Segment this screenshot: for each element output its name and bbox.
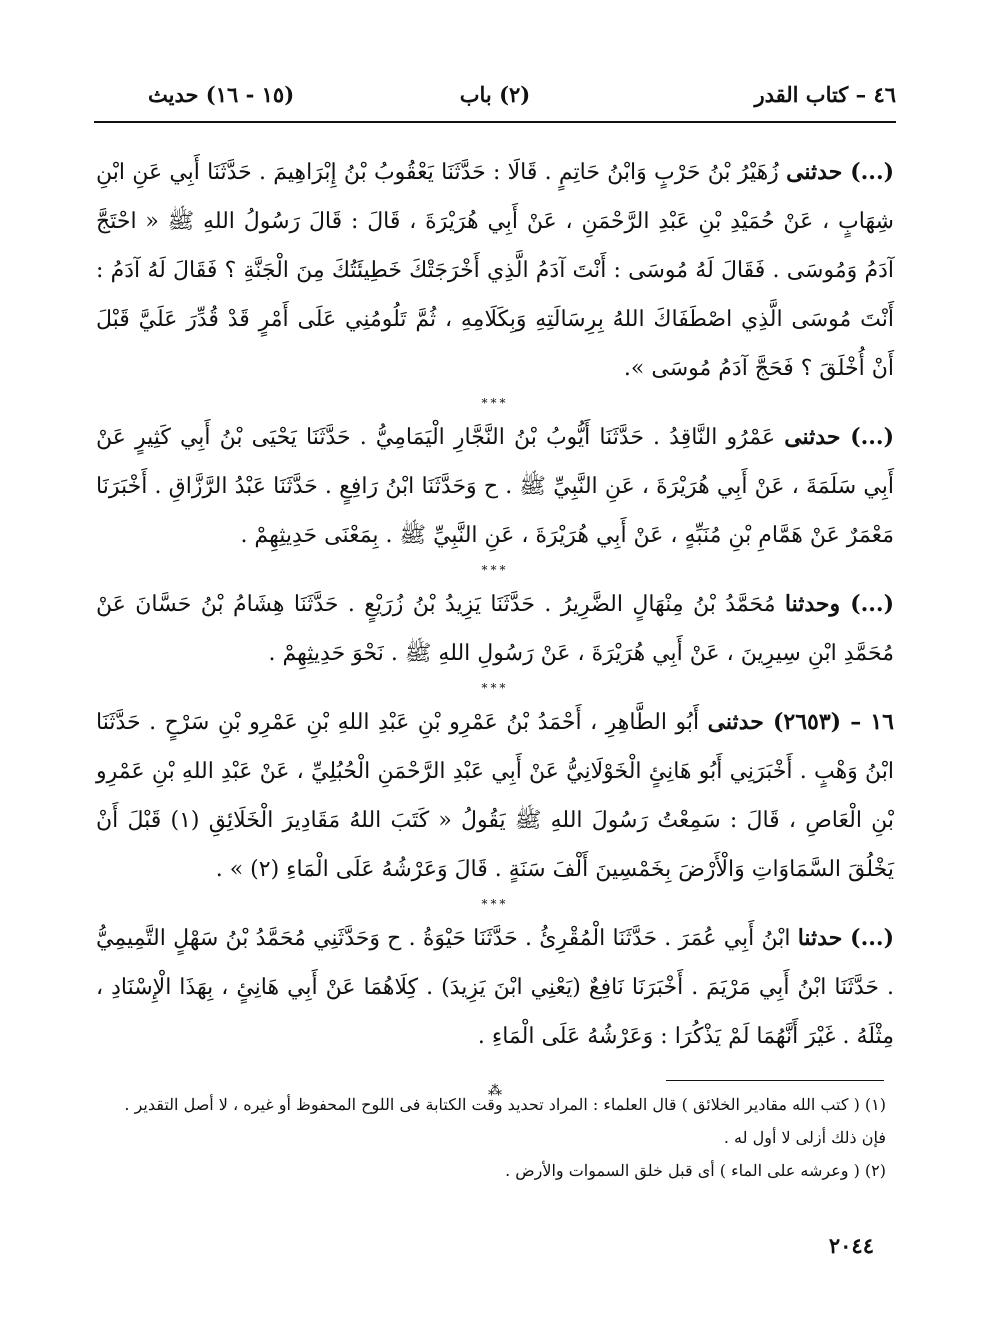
hadith-text: ابْنُ أَبِي عُمَرَ . حَدَّثَنَا الْمُقْرِئُ . حَدَّثَنَا حَيْوَةُ . ح وَحَدَّثَنِي مُحَمَّدُ بْنُ سَهْلٍ التَّمِيمِيُّ . حَدَّثَنَا ابْنُ أَبِي مَرْيَمَ . أَخْبَرَنَا نَافِعٌ (يَعْنِي ابْنَ يَزِيدَ) . كِلَاهُمَا عَنْ أَبِي هَانِئٍ ، بِهَذَا الْإِسْنَادِ ، مِثْلَهُ . غَيْرَ أَنَّهُمَا لَمْ يَذْكُرَا : وَعَرْشُهُ عَلَى الْمَاءِ . xyxy=(96,926,894,1049)
end-ornament: ⁂ xyxy=(488,1083,502,1099)
footnote-rule xyxy=(666,1080,884,1081)
page-number: ٢٠٤٤ xyxy=(828,1233,874,1258)
hadith-text: مُحَمَّدُ بْنُ مِنْهَالٍ الضَّرِيرُ . حَدَّثَنَا يَزِيدُ بْنُ زُرَيْعٍ . حَدَّثَنَا هِشَامُ بْنُ حَسَّانَ عَنْ مُحَمَّدِ ابْنِ سِيرِينَ ، عَنْ أَبِي هُرَيْرَةَ ، عَنْ رَسُولِ اللهِ ﷺ . نَحْوَ حَدِيثِهِمْ . xyxy=(96,592,894,666)
hadith-lead: (...) وحدثنا xyxy=(784,591,894,617)
section-separator: *** xyxy=(481,563,509,577)
hadith-lead: (...) حدثنى xyxy=(786,159,895,185)
hadith-paragraph xyxy=(96,580,894,678)
header-book-title: ٤٦ – كتاب القدر xyxy=(754,82,896,107)
section-separator: *** xyxy=(481,396,509,410)
hadith-lead: (...) حدثنا xyxy=(797,925,894,951)
hadith-paragraph xyxy=(96,698,894,894)
hadith-text: زُهَيْرُ بْنُ حَرْبٍ وَابْنُ حَاتِمٍ . قَالَا : حَدَّثَنَا يَعْقُوبُ بْنُ إِبْرَاهِيمَ . حَدَّثَنَا أَبِي عَنِ ابْنِ شِهَابٍ ، عَنْ حُمَيْدِ بْنِ عَبْدِ الرَّحْمَنِ ، عَنْ أَبِي هُرَيْرَةَ ، قَالَ : قَالَ رَسُولُ اللهِ ﷺ « احْتَجَّ آدَمُ وَمُوسَى . فَقَالَ لَهُ مُوسَى : أَنْتَ آدَمُ الَّذِي أَخْرَجَتْكَ خَطِيئَتُكَ مِنَ الْجَنَّةِ ؟ فَقَالَ لَهُ آدَمُ : أَنْتَ مُوسَى الَّذِي اصْطَفَاكَ اللهُ بِرِسَالَتِهِ وَبِكَلَامِهِ ، ثُمَّ تَلُومُنِي عَلَى أَمْرٍ قَدْ قُدِّرَ عَلَيَّ قَبْلَ أَنْ أُخْلَقَ ؟ فَحَجَّ آدَمُ مُوسَى ». xyxy=(96,160,894,381)
footnotes xyxy=(96,1088,886,1187)
hadith-paragraph xyxy=(96,413,894,560)
section-separator: *** xyxy=(481,681,509,695)
header-hadith-range: (١٥ - ١٦) حديث xyxy=(148,82,295,107)
hadith-paragraph xyxy=(96,148,894,393)
hadith-paragraph xyxy=(96,914,894,1061)
main-text xyxy=(96,148,894,1101)
header-rule xyxy=(94,121,896,123)
section-separator: *** xyxy=(481,897,509,911)
hadith-lead: (...) حدثنى xyxy=(784,424,894,450)
running-header xyxy=(94,82,896,118)
hadith-lead: ١٦ – (٢٦٥٣) حدثنى xyxy=(707,709,894,735)
hadith-text: عَمْرُو النَّاقِدُ . حَدَّثَنَا أَيُّوبُ بْنُ النَّجَّارِ الْيَمَامِيُّ . حَدَّثَنَا يَحْيَى بْنُ أَبِي كَثِيرٍ عَنْ أَبِي سَلَمَةَ ، عَنْ أَبِي هُرَيْرَةَ ، عَنِ النَّبِيِّ ﷺ . ح وَحَدَّثَنَا ابْنُ رَافِعٍ . حَدَّثَنَا عَبْدُ الرَّزَّاقِ . أَخْبَرَنَا مَعْمَرٌ عَنْ هَمَّامِ بْنِ مُنَبِّهٍ ، عَنْ أَبِي هُرَيْرَةَ ، عَنِ النَّبِيِّ ﷺ . بِمَعْنَى حَدِيثِهِمْ . xyxy=(96,425,894,548)
footnote: (٢) ( وعرشه على الماء ) أى قبل خلق السموات والأرض . xyxy=(505,1161,886,1180)
header-chapter: (٢) باب xyxy=(459,82,531,107)
hadith-text: أَبُو الطَّاهِرِ ، أَحْمَدُ بْنُ عَمْرِو بْنِ عَبْدِ اللهِ بْنِ عَمْرِو بْنِ سَرْحٍ . حَدَّثَنَا ابْنُ وَهْبٍ . أَخْبَرَنِي أَبُو هَانِئٍ الْخَوْلَانِيُّ عَنْ أَبِي عَبْدِ الرَّحْمَنِ الْحُبُلِيِّ ، عَنْ عَبْدِ اللهِ بْنِ عَمْرِو بْنِ الْعَاصِ ، قَالَ : سَمِعْتُ رَسُولَ اللهِ ﷺ يَقُولُ « كَتَبَ اللهُ مَقَادِيرَ الْخَلَائِقِ (١) قَبْلَ أَنْ يَخْلُقَ السَّمَاوَاتِ وَالْأَرْضَ بِخَمْسِينَ أَلْفَ سَنَةٍ . قَالَ وَعَرْشُهُ عَلَى الْمَاءِ (٢) » . xyxy=(96,710,894,882)
footnote: (١) ( كتب الله مقادير الخلائق ) قال العلماء : المراد تحديد وقت الكتابة فى اللوح المحفوظ أو غيره ، لا أصل التقدير . فإن ذلك أزلى لا أول له . xyxy=(124,1095,886,1147)
